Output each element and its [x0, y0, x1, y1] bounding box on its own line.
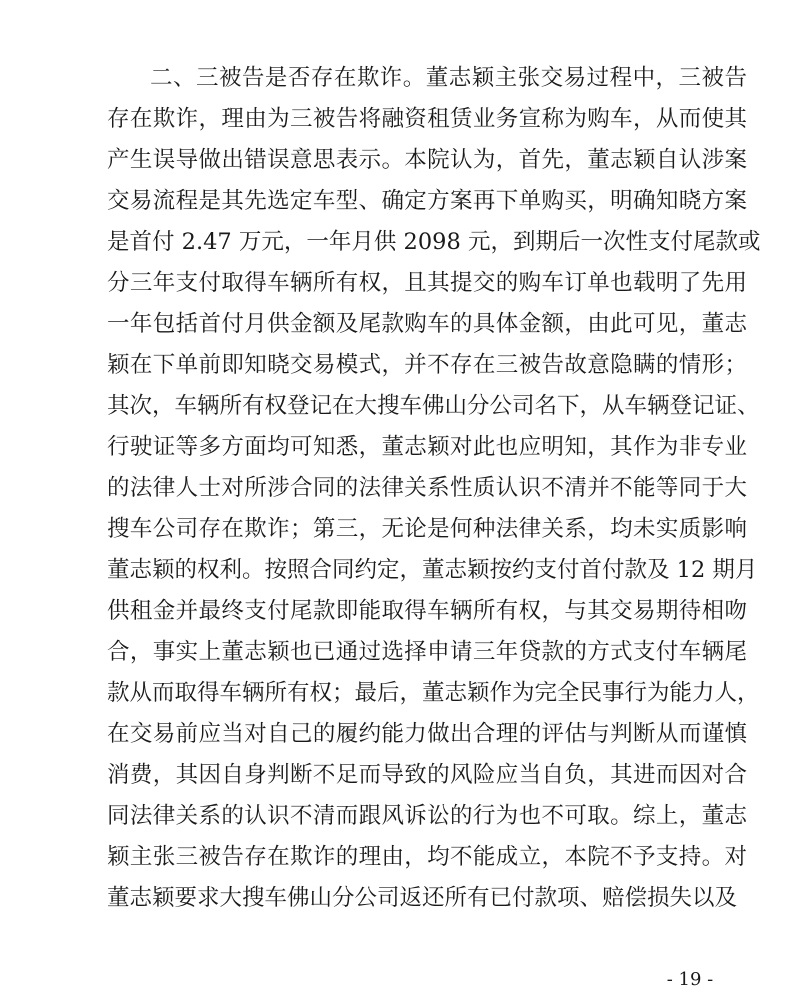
body-text-line: 行驶证等多方面均可知悉，董志颖对此也应明知，其作为非专业 — [107, 434, 747, 460]
body-text-line: 交易流程是其先选定车型、确定方案再下单购买，明确知晓方案 — [107, 188, 747, 214]
body-text-line: 产生误导做出错误意思表示。本院认为，首先，董志颖自认涉案 — [107, 147, 747, 173]
body-text-line: 颖在下单前即知晓交易模式，并不存在三被告故意隐瞒的情形； — [107, 352, 747, 378]
body-text-line: 消费，其因自身判断不足而导致的风险应当自负，其进而因对合 — [107, 762, 747, 788]
body-text-line: 董志颖要求大搜车佛山分公司返还所有已付款项、赔偿损失以及 — [107, 885, 738, 911]
body-text-line: 合，事实上董志颖也已通过选择申请三年贷款的方式支付车辆尾 — [107, 639, 747, 665]
body-text-line: 存在欺诈，理由为三被告将融资租赁业务宣称为购车，从而使其 — [107, 106, 747, 132]
body-text-line: 款从而取得车辆所有权；最后，董志颖作为完全民事行为能力人， — [107, 680, 760, 706]
body-text-line: 是首付 2.47 万元，一年月供 2098 元，到期后一次性支付尾款或 — [107, 229, 761, 255]
body-text-line: 在交易前应当对自己的履约能力做出合理的评估与判断从而谨慎 — [107, 721, 747, 747]
body-text-line: 搜车公司存在欺诈；第三，无论是何种法律关系，均未实质影响 — [107, 516, 747, 542]
body-text-line: 董志颖的权利。按照合同约定，董志颖按约支付首付款及 12 期月 — [107, 557, 758, 583]
body-text-line: 一年包括首付月供金额及尾款购车的具体金额，由此可见，董志 — [107, 311, 747, 337]
body-text-line: 同法律关系的认识不清而跟风诉讼的行为也不可取。综上，董志 — [107, 803, 747, 829]
body-text-line: 分三年支付取得车辆所有权，且其提交的购车订单也载明了先用 — [107, 270, 747, 296]
body-text-line: 供租金并最终支付尾款即能取得车辆所有权，与其交易期待相吻 — [107, 598, 747, 624]
body-text-line: 颖主张三被告存在欺诈的理由，均不能成立，本院不予支持。对 — [107, 844, 747, 870]
body-text-line: 的法律人士对所涉合同的法律关系性质认识不清并不能等同于大 — [107, 475, 747, 501]
body-text-line: 其次，车辆所有权登记在大搜车佛山分公司名下，从车辆登记证、 — [107, 393, 760, 419]
body-text-line: 二、三被告是否存在欺诈。董志颖主张交易过程中，三被告 — [150, 65, 747, 91]
page-number: - 19 - — [666, 969, 714, 990]
